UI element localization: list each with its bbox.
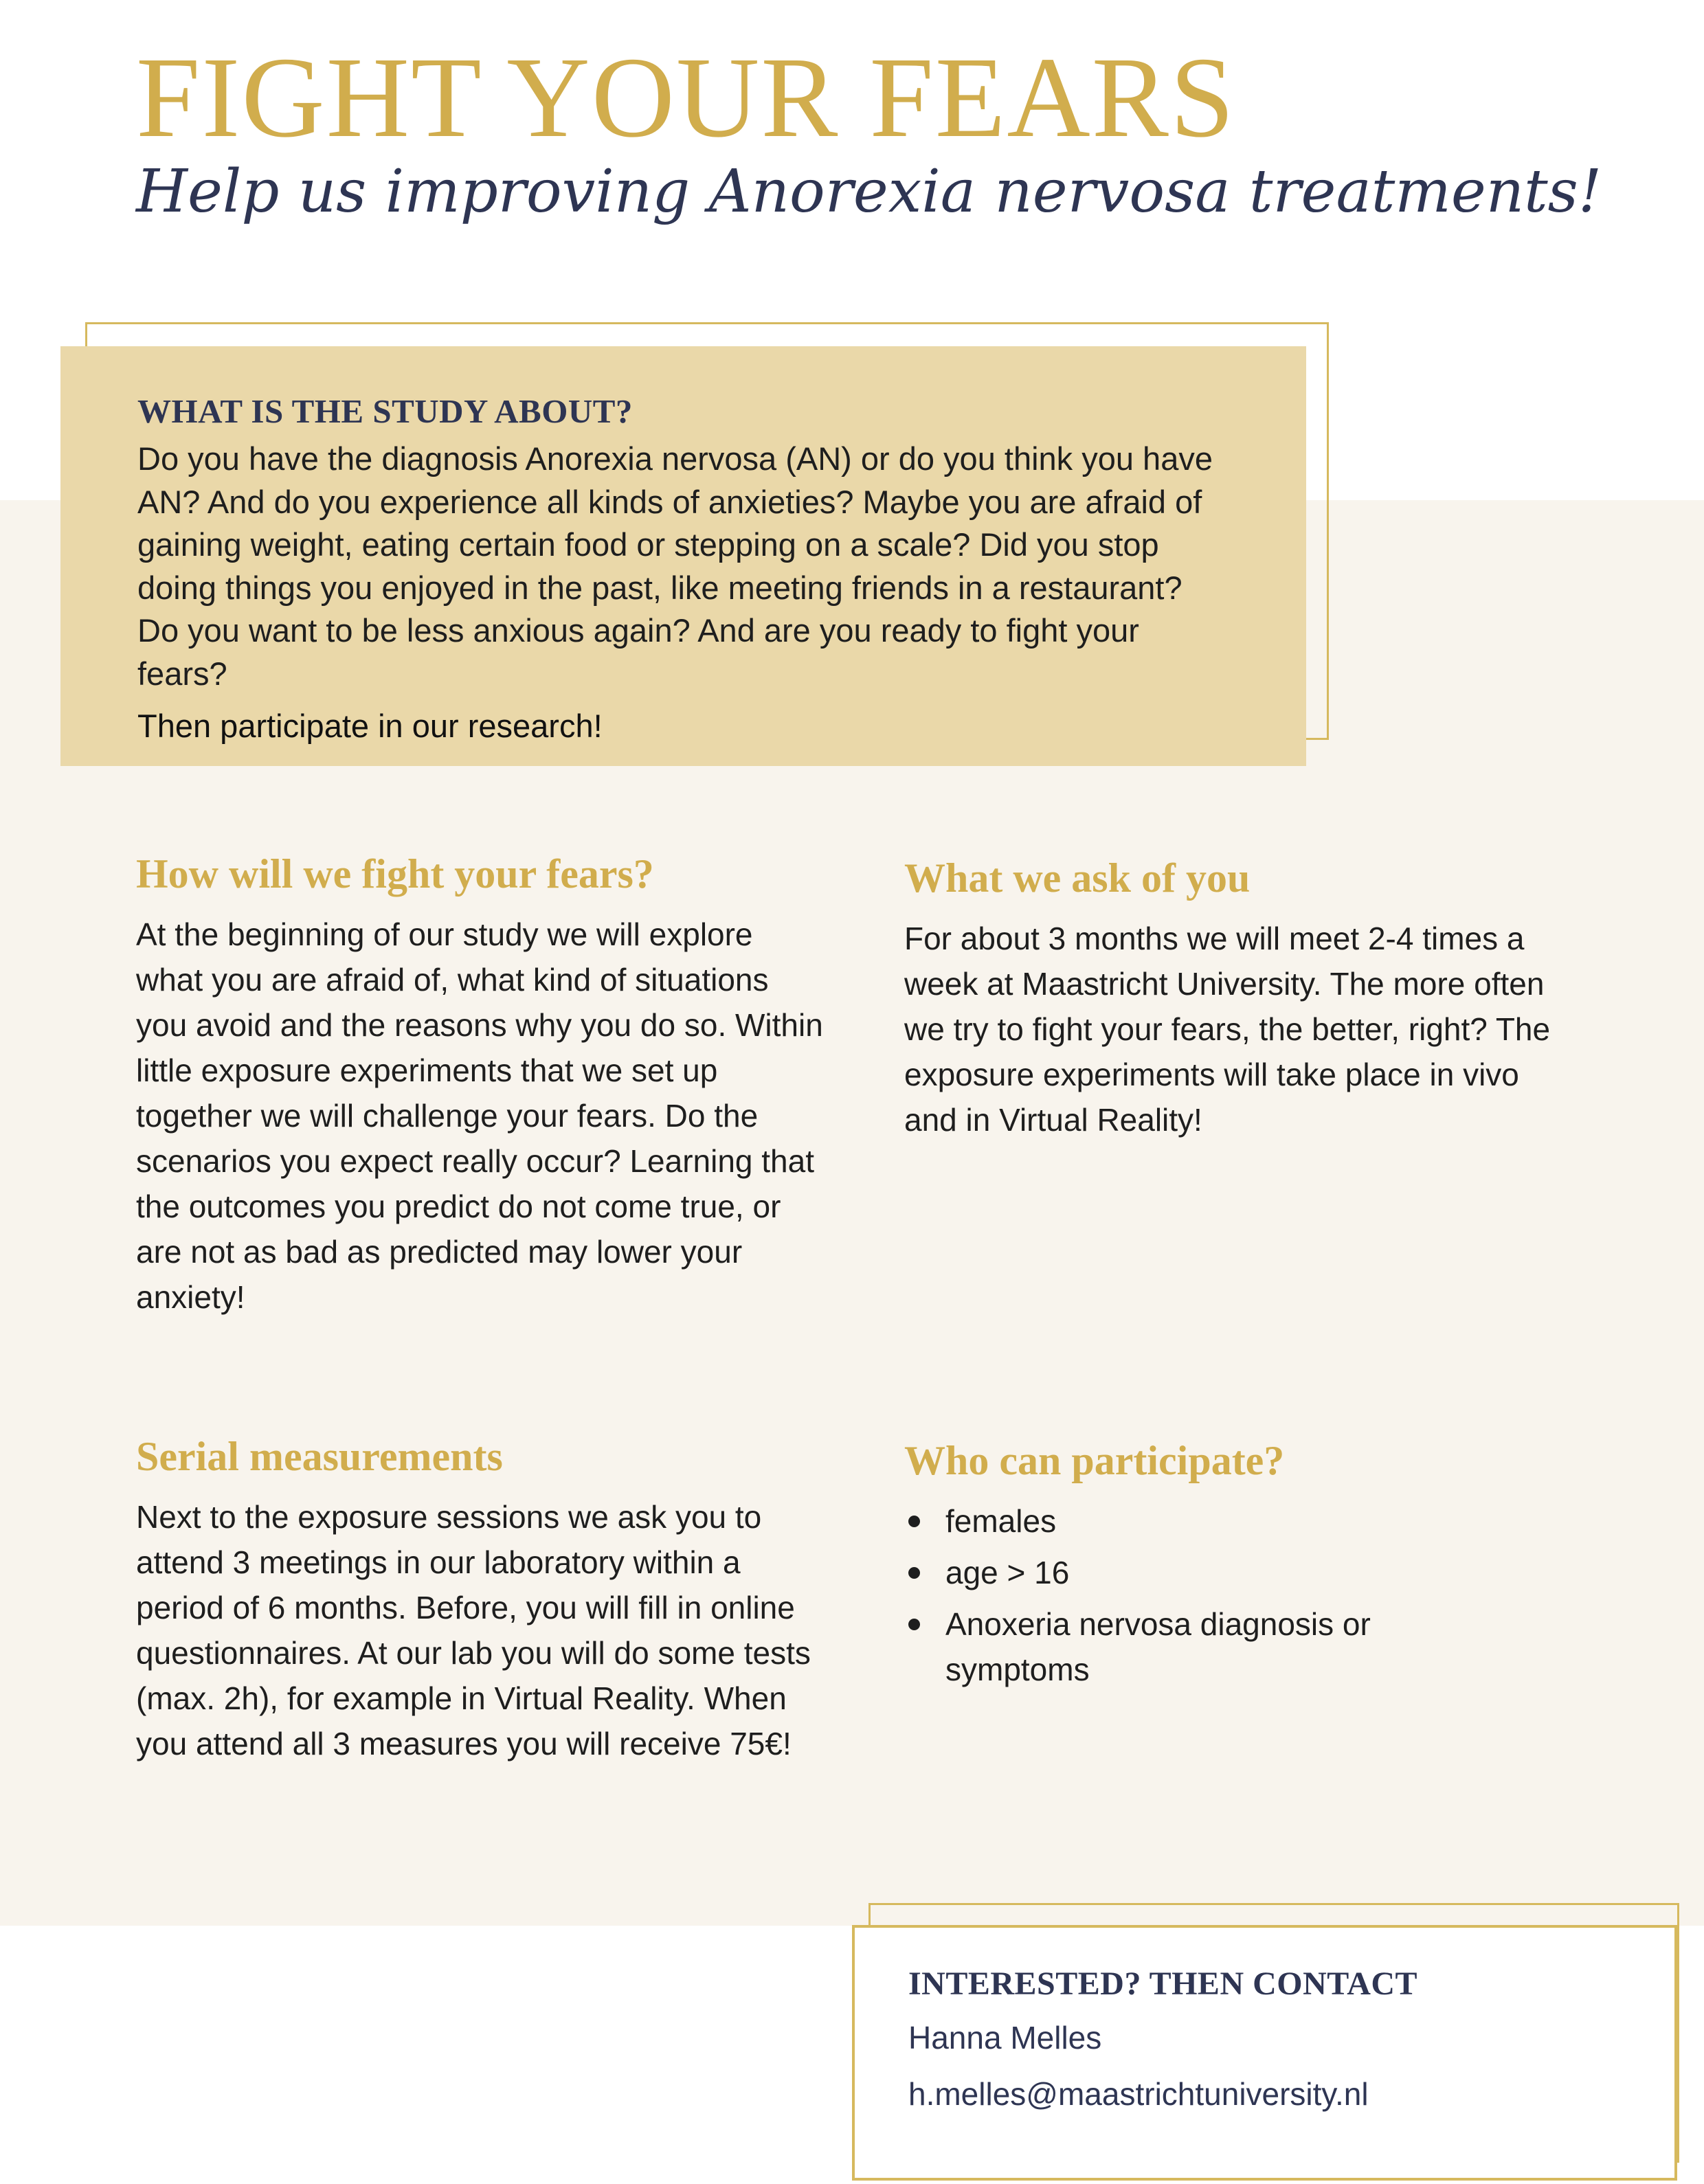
contact-name: Hanna Melles bbox=[908, 2020, 1102, 2056]
page-title: FIGHT YOUR FEARS bbox=[136, 34, 1236, 161]
intro-text: Do you have the diagnosis Anorexia nervosa (AN) or do you think you have AN? And do you experience all kinds of anxieties? Maybe you are afraid of gaining weight, eating certain food or stepping on a scale? Did you stop doing things you enjoyed in the past, like meeting friends in a restaurant? Do you want to be less anxious again? And are you ready to fight your fears? bbox=[137, 440, 1213, 692]
list-item bbox=[904, 1498, 1426, 1544]
intro-box bbox=[60, 346, 1306, 766]
section-serial bbox=[136, 1433, 823, 1766]
list-item-text: Anoxeria nervosa diagnosis or symptoms bbox=[945, 1606, 1371, 1687]
section-who bbox=[904, 1437, 1426, 1698]
section-how bbox=[136, 851, 823, 1320]
section-ask bbox=[904, 855, 1564, 1142]
section-how-text: At the beginning of our study we will explore what you are afraid of, what kind of situations you avoid and the reasons why you do so. Within little exposure experiments that we set up together we will challenge your fears. Do the scenarios you expect really occur? Learning that the outcomes you predict do not come true, or are not as bad as predicted may lower your anxiety! bbox=[136, 916, 823, 1315]
list-item-text: females bbox=[945, 1503, 1057, 1539]
list-item-text: age > 16 bbox=[945, 1555, 1070, 1590]
page-subtitle: Help us improving Anorexia nervosa treatments! bbox=[136, 157, 1602, 226]
bullet-icon bbox=[908, 1619, 920, 1630]
intro-cta: Then participate in our research! bbox=[137, 708, 603, 744]
section-who-heading: Who can participate? bbox=[904, 1438, 1285, 1483]
section-ask-text: For about 3 months we will meet 2-4 times a week at Maastricht University. The more often we try to fight your fears, the better, right? The exposure experiments will take place in vivo and in Virtual Reality! bbox=[904, 921, 1551, 1138]
section-serial-heading: Serial measurements bbox=[136, 1434, 503, 1479]
intro-heading: WHAT IS THE STUDY ABOUT? bbox=[137, 392, 633, 430]
bullet-icon bbox=[908, 1516, 920, 1527]
list-item bbox=[904, 1601, 1426, 1692]
contact-heading: INTERESTED? THEN CONTACT bbox=[908, 1966, 1418, 2002]
section-ask-heading: What we ask of you bbox=[904, 855, 1251, 901]
contact-box bbox=[852, 1925, 1677, 2181]
eligibility-list bbox=[904, 1498, 1426, 1692]
list-item bbox=[904, 1550, 1426, 1595]
section-serial-text: Next to the exposure sessions we ask you to attend 3 meetings in our laboratory within a period of 6 months. Before, you will fill in online questionnaires. At our lab you will do some tests (max. 2h), for example in Virtual Reality. When you attend all 3 measures you will receive 75€! bbox=[136, 1499, 811, 1761]
bullet-icon bbox=[908, 1567, 920, 1579]
section-how-heading: How will we fight your fears? bbox=[136, 851, 654, 897]
contact-email[interactable]: h.melles@maastrichtuniversity.nl bbox=[908, 2076, 1369, 2112]
